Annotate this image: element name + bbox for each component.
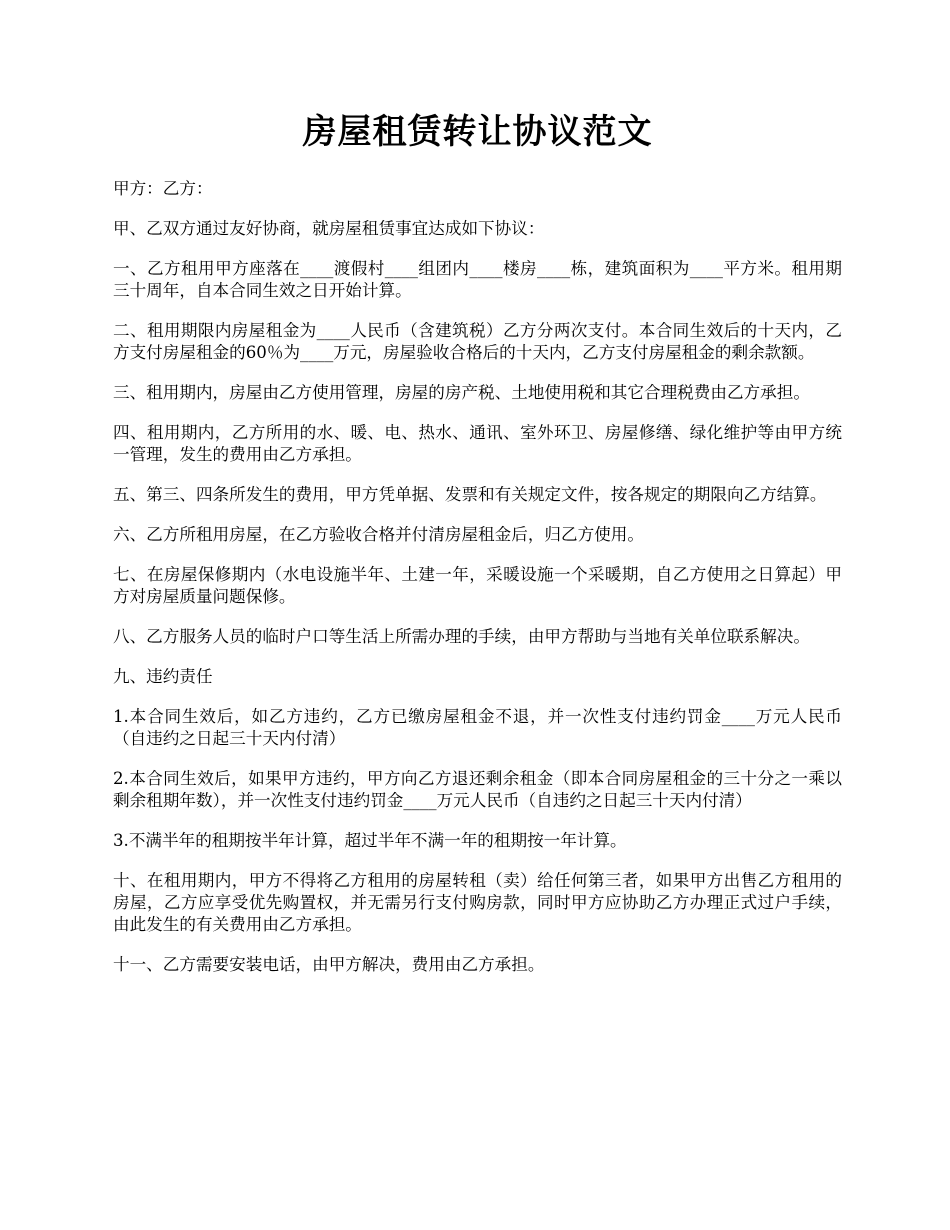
clause-1: 一、乙方租用甲方座落在____渡假村____组团内____楼房____栋，建筑面积为____平方米。租用期三十周年，自本合同生效之日开始计算。 bbox=[113, 259, 842, 300]
clause-9-item-1: 1.本合同生效后，如乙方违约，乙方已缴房屋租金不退，并一次性支付违约罚金____万元人民币（自违约之日起三十天内付清） bbox=[113, 707, 842, 748]
clause-6: 六、乙方所租用房屋，在乙方验收合格并付清房屋租金后，归乙方使用。 bbox=[113, 525, 644, 544]
clause-9-item-3: 3.不满半年的租期按半年计算，超过半年不满一年的租期按一年计算。 bbox=[113, 831, 627, 850]
clause-10: 十、在租用期内，甲方不得将乙方租用的房屋转租（卖）给任何第三者，如果甲方出售乙方租用的房屋，乙方应享受优先购置权，并无需另行支付购房款，同时甲方应协助乙方办理正式过户手续，由此发生的有关费用由乙方承担。 bbox=[113, 871, 842, 934]
clause-4: 四、租用期内，乙方所用的水、暖、电、热水、通讯、室外环卫、房屋修缮、绿化维护等由甲方统一管理，发生的费用由乙方承担。 bbox=[113, 423, 842, 464]
clause-11: 十一、乙方需要安装电话，由甲方解决，费用由乙方承担。 bbox=[113, 955, 545, 974]
party-line: 甲方：乙方： bbox=[113, 179, 213, 198]
clause-8: 八、乙方服务人员的临时户口等生活上所需办理的手续，由甲方帮助与当地有关单位联系解决。 bbox=[113, 627, 810, 646]
clause-9-item-2: 2.本合同生效后，如果甲方违约，甲方向乙方退还剩余租金（即本合同房屋租金的三十分之一乘以剩余租期年数），并一次性支付违约罚金____万元人民币（自违约之日起三十天内付清） bbox=[113, 769, 842, 810]
clause-5: 五、第三、四条所发生的费用，甲方凭单据、发票和有关规定文件，按各规定的期限向乙方结算。 bbox=[113, 485, 827, 504]
clause-2: 二、租用期限内房屋租金为____人民币（含建筑税）乙方分两次支付。本合同生效后的十天内，乙方支付房屋租金的60％为____万元，房屋验收合格后的十天内，乙方支付房屋租金的剩余款额。 bbox=[113, 321, 842, 362]
clause-3: 三、租用期内，房屋由乙方使用管理，房屋的房产税、土地使用税和其它合理税费由乙方承担。 bbox=[113, 383, 810, 402]
clause-7: 七、在房屋保修期内（水电设施半年、土建一年，采暖设施一个采暖期，自乙方使用之日算起）甲方对房屋质量问题保修。 bbox=[113, 565, 842, 606]
agreement-intro: 甲、乙双方通过友好协商，就房屋租赁事宜达成如下协议： bbox=[113, 219, 545, 238]
clause-9-heading: 九、违约责任 bbox=[113, 667, 213, 686]
document-title: 房屋租赁转让协议范文 bbox=[302, 112, 653, 152]
